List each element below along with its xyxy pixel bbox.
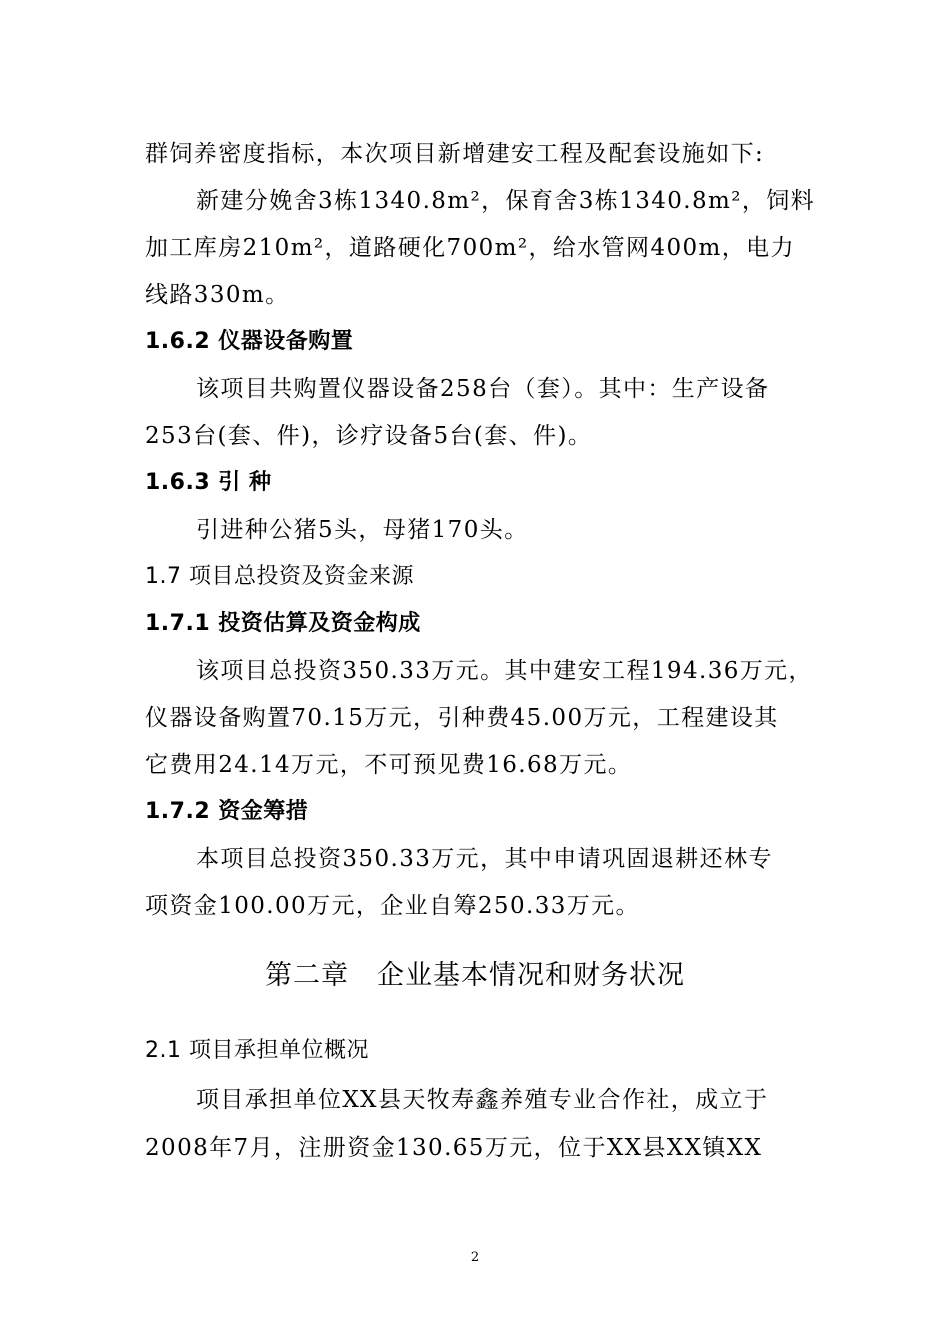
section-heading: 2.1 项目承担单位概况 [145, 1038, 369, 1063]
body-text-line: 它费用24.14万元，不可预见费16.68万元。 [145, 752, 633, 778]
section-heading: 1.7.1 投资估算及资金构成 [145, 611, 421, 636]
body-text-line: 线路330m。 [145, 282, 290, 308]
body-text-line: 253台(套、件)，诊疗设备5台(套、件)。 [145, 423, 593, 449]
body-text-line: 群饲养密度指标，本次项目新增建安工程及配套设施如下: [145, 141, 765, 167]
body-text-line: 2008年7月，注册资金130.65万元，位于XX县XX镇XX [145, 1135, 763, 1161]
section-heading: 1.7 项目总投资及资金来源 [145, 564, 414, 589]
section-heading: 1.6.3 引 种 [145, 470, 272, 495]
body-text-line: 项目承担单位XX县天牧寿鑫养殖专业合作社，成立于 [196, 1087, 769, 1113]
body-text-line: 项资金100.00万元，企业自筹250.33万元。 [145, 893, 640, 919]
page-number: 2 [470, 1250, 480, 1265]
section-heading: 1.7.2 资金筹措 [145, 799, 309, 824]
body-text-line: 引进种公猪5头，母猪170头。 [196, 517, 529, 543]
body-text-line: 本项目总投资350.33万元，其中申请巩固退耕还林专 [196, 846, 773, 872]
body-text-line: 该项目总投资350.33万元。其中建安工程194.36万元， [196, 658, 813, 684]
body-text-line: 加工库房210m²，道路硬化700m²，给水管网400m，电力 [145, 235, 795, 261]
body-text-line: 新建分娩舍3栋1340.8m²，保育舍3栋1340.8m²，饲料 [196, 188, 816, 214]
chapter-title: 第二章 企业基本情况和财务状况 [265, 960, 685, 991]
body-text-line: 该项目共购置仪器设备258台（套）。其中：生产设备 [196, 376, 770, 402]
section-heading: 1.6.2 仪器设备购置 [145, 329, 354, 354]
body-text-line: 仪器设备购置70.15万元，引种费45.00万元，工程建设其 [145, 705, 779, 731]
